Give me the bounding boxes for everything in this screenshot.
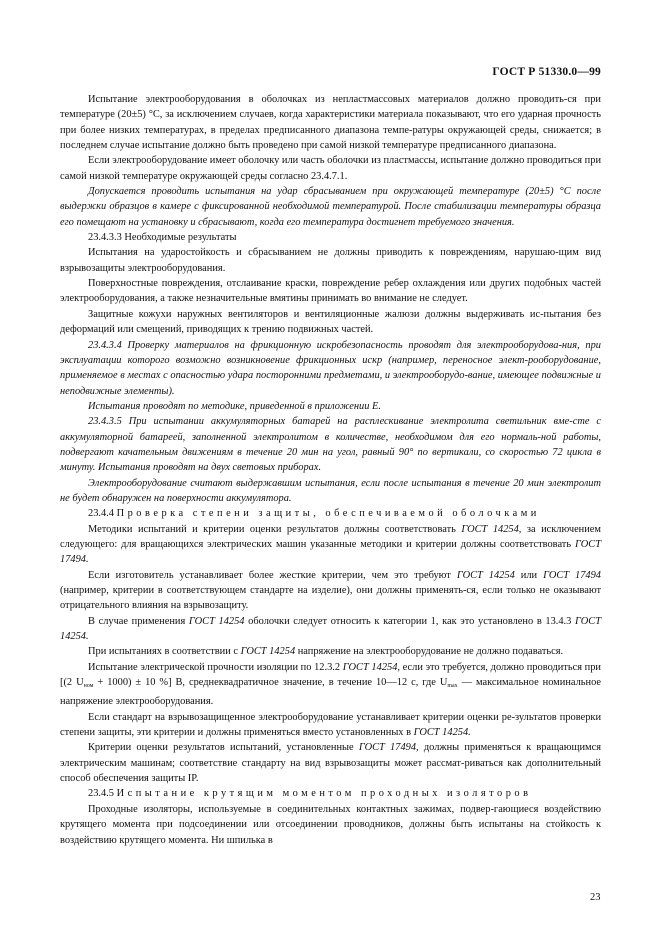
note-paragraph: Испытания проводят по методике, приведенной в приложении Е. <box>88 400 381 412</box>
note-paragraph: Допускается проводить испытания на удар сбрасыванием при окружающей температуре (20±5) °С после выдержки образцов в камере с фиксированной необходимой температурой. После стабилизации температуры образца его помещают на установку и сбрасывают, когда его температура достигнет требуемого значения. <box>60 186 601 228</box>
section-heading <box>60 786 601 801</box>
section-heading: 23.4.3.3 Необходимые результаты <box>88 232 237 244</box>
paragraph: Испытания на ударостойкость и сбрасыванием не должны приводить к повреждениям, нарушаю-щим вид взрывозащиты электрооборудования. <box>60 247 601 274</box>
standard-ref: ГОСТ 14254 <box>461 523 519 535</box>
paragraph: Поверхностные повреждения, отслаивание краски, повреждение ребер охлаждения или других подобных частей электрооборудования, а также незначительные вмятины принимать во внимание не следует. <box>60 278 601 305</box>
paragraph: Если стандарт на взрывозащищенное электрооборудование устанавливает критерии оценки ре-зультатов проверки степени защиты, эти критерии и должны применяться вместо установленных в ГОСТ 14254. <box>60 711 601 739</box>
standard-header: ГОСТ Р 51330.0—99 <box>492 66 601 78</box>
paragraph: Если изготовитель устанавливает более жесткие критерии, чем это требуют ГОСТ 14254 или ГОСТ 17494 (например, критерии в соответствующем стандарте на изделие), они должны применять-ся, если только не оказывают отрицательного влияния на взрывозащиту. <box>60 569 602 612</box>
section-heading <box>60 506 601 521</box>
paragraph: Защитные кожухи наружных вентиляторов и вентиляционные жалюзи должны выдерживать ис-пытания без деформаций или смещений, приводящих к трению подвижных частей. <box>60 308 601 336</box>
paragraph: Методики испытаний и критерии оценки результатов должны соответствовать ГОСТ 14254, за исключением следующего: для вращающихся электрических машин указанные методики и критерии должны соответствовать ГОСТ 17494. <box>60 523 601 566</box>
section-title: Проверка степени защиты, обеспечиваемой оболочками <box>116 508 540 520</box>
paragraph: Испытание электрической прочности изоляции по 12.3.2 ГОСТ 14254, если это требуется, должно проводиться при [(2 $U_{ном} + 1000) \pm 10$ %] В, среднеквадратичное значение, в течение 10—12 с, где $U_{max}$ — максимальное номинальное напряжение электрооборудования. <box>60 661 602 708</box>
note-paragraph: 23.4.3.4 Проверку материалов на фрикционную искробезопасность проводят для электрооборудова-ния, при эксплуатации которого возможно возникновение фрикционных искр (например, переносное элект-рооборудование, применяемое в местах с опасностью удара посторонними предметами, и электрооборудо-вание, имеющее подвижные и неподвижные элементы). <box>60 339 601 397</box>
standard-ref: ГОСТ 17494. <box>60 538 601 566</box>
paragraph: Испытание электрооборудования в оболочках из непластмассовых материалов должно проводить-ся при температуре (20±5) °С, за исключением случаев, когда характеристики материала показывают, что его ударная прочность при более низких температурах, в пределах предписанного диапазона темпе-ратуры окружающей среды, снижается; в последнем случае испытание должно быть проведено при самой низкой температуре предписанного диапазона. <box>60 94 601 152</box>
section-number: 23.4.5 <box>88 788 114 800</box>
standard-ref: ГОСТ 17494, <box>358 742 419 754</box>
paragraph: Если электрооборудование имеет оболочку или часть оболочки из пластмассы, испытание должно проводиться при самой низкой температуре окружающей среды согласно 23.4.7.1. <box>60 155 601 182</box>
standard-ref: ГОСТ 14254, <box>342 661 400 673</box>
note-paragraph: 23.4.3.5 При испытании аккумуляторных батарей на расплескивание электролита светильник вме-сте с аккумуляторной батареей, заполненной электролитом в количестве, необходимом для его нормаль-ной работы, подвергают качательным движениям в течение 20 мин на угол, равный 90° по вертикали, со скоростью 72 цикла в минуту. Испытания проводят на двух световых приборах. <box>60 416 601 474</box>
section-number: 23.4.4 <box>88 508 114 520</box>
paragraph: Критерии оценки результатов испытаний, установленные ГОСТ 17494, должны применяться к вращающимся электрическим машинам; соответствие стандарту на вид взрывозащиты может рассмат-риваться как дополнительный способ обеспечения защиты IP. <box>60 742 601 785</box>
paragraph: Проходные изоляторы, используемые в соединительных контактных зажимах, подвер-гающиеся воздействию крутящего момента при подсоединении или отсоединении проводников, должны быть испытаны на стойкость к воздействию крутящего момента. Ни шпилька в <box>60 803 601 846</box>
note-paragraph: Электрооборудование считают выдержавшим испытания, если после испытания в течение 20 мин электролит не будет обнаружен на поверхности аккумулятора. <box>60 477 601 504</box>
standard-ref: ГОСТ 14254. <box>60 615 601 643</box>
standard-ref: ГОСТ 17494 <box>543 569 602 581</box>
paragraph: В случае применения ГОСТ 14254 оболочки следует относить к категории 1, как это установлено в 13.4.3 ГОСТ 14254. <box>60 615 601 643</box>
paragraph: При испытаниях в соответствии с ГОСТ 14254 напряжение на электрооборудование не должно подаваться. <box>88 646 564 658</box>
page-number: 23 <box>590 892 601 903</box>
standard-ref: ГОСТ 14254 <box>240 646 296 658</box>
standard-ref: ГОСТ 14254 <box>456 569 515 581</box>
section-title: Испытание крутящим моментом проходных изоляторов <box>116 788 532 800</box>
standard-ref: ГОСТ 14254. <box>413 727 471 739</box>
standard-ref: ГОСТ 14254 <box>188 615 245 627</box>
